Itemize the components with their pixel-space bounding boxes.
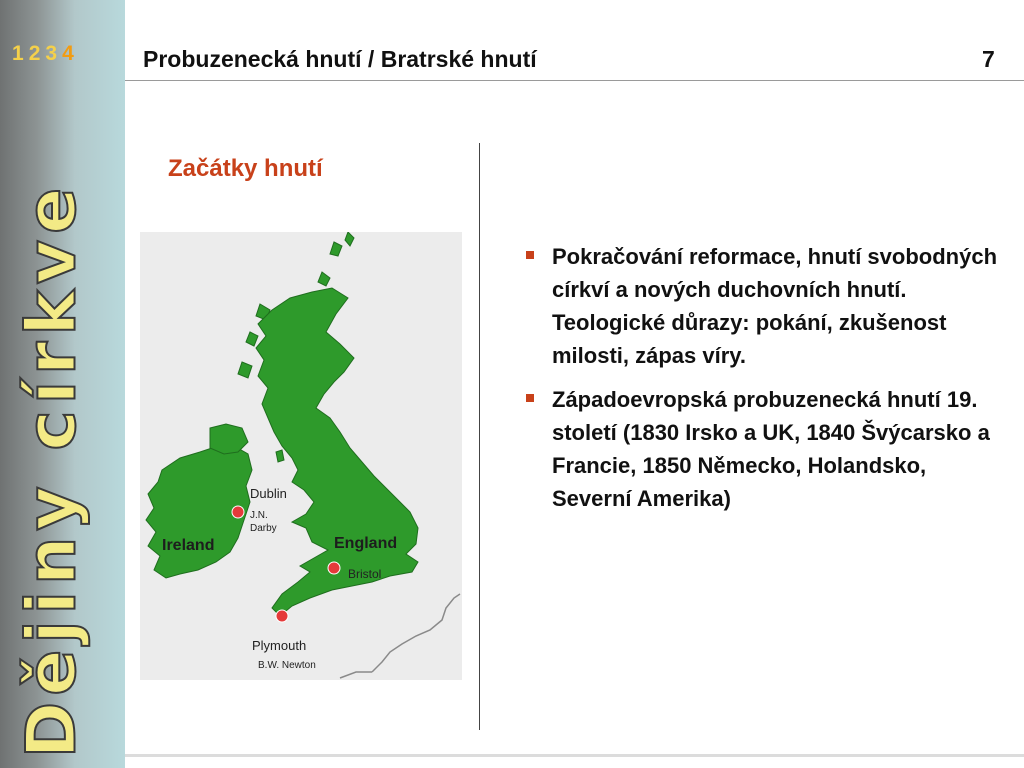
bullet-item-2 — [522, 383, 1002, 515]
page-title: Probuzenecká hnutí / Bratrské hnutí — [143, 46, 537, 72]
bullet-item-1 — [522, 240, 1002, 372]
label-england: England — [334, 535, 398, 552]
map-graphic — [140, 232, 462, 680]
nav-item-1[interactable]: 1 — [12, 42, 25, 65]
label-bristol: Bristol — [348, 567, 382, 581]
france-coast-west — [340, 672, 372, 678]
section-nav — [12, 42, 79, 66]
plymouth-marker — [276, 610, 288, 622]
footer-divider — [125, 754, 1024, 757]
france-coast — [372, 594, 460, 672]
nav-item-3[interactable]: 3 — [45, 42, 59, 65]
label-newton: B.W. Newton — [258, 660, 316, 671]
nav-item-4[interactable]: 4 — [62, 42, 75, 65]
section-subtitle: Začátky hnutí — [168, 155, 323, 182]
header-divider — [125, 80, 1024, 81]
vertical-title: Dějiny církve — [12, 181, 92, 759]
sidebar — [0, 0, 125, 768]
page-number: 7 — [982, 46, 995, 72]
label-dublin: Dublin — [250, 486, 287, 501]
bullet-text-2: Západoevropská probuzenecká hnutí 19. století (1830 Irsko a UK, 1840 Švýcarsko a Francie, 1850 Německo, Holandsko, Severní Amerika) — [552, 387, 990, 511]
map-land — [146, 232, 418, 616]
uk-ireland-map — [140, 232, 462, 680]
label-darby: Darby — [250, 523, 277, 534]
label-plymouth: Plymouth — [252, 638, 307, 653]
vertical-divider — [479, 143, 480, 730]
label-darby-jn: J.N. — [250, 510, 268, 521]
dublin-marker — [232, 506, 244, 518]
label-ireland: Ireland — [162, 537, 215, 554]
bullet-list — [522, 240, 1002, 526]
square-bullet-icon — [526, 251, 534, 259]
square-bullet-icon — [526, 394, 534, 402]
bristol-marker — [328, 562, 340, 574]
nav-item-2[interactable]: 2 — [28, 42, 42, 65]
bullet-text-1: Pokračování reformace, hnutí svobodných církví a nových duchovních hnutí. Teologické důrazy: pokání, zkušenost milosti, zápas víry. — [552, 244, 998, 368]
